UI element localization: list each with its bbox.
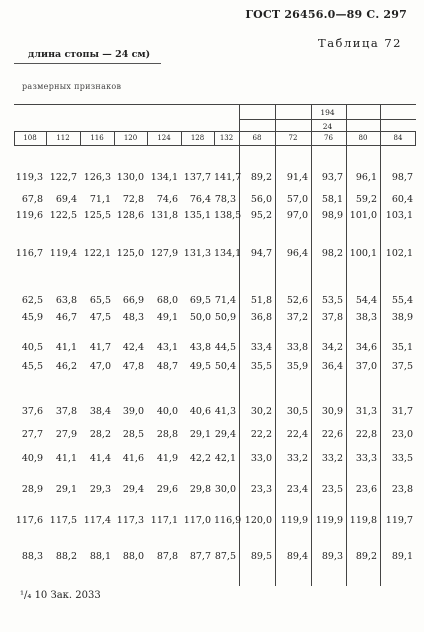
table-cell: 46,7 <box>55 312 77 323</box>
table-cell: 72,8 <box>122 194 144 205</box>
table-cell: 120,0 <box>244 515 272 526</box>
table-cell: 76,4 <box>189 194 211 205</box>
table-cell: 89,2 <box>250 172 272 183</box>
column-header: 112 <box>56 134 70 142</box>
table-cell: 44,5 <box>214 342 236 353</box>
table-cell: 47,5 <box>89 312 111 323</box>
table-cell: 88,1 <box>89 551 111 562</box>
table-cell: 33,4 <box>250 342 272 353</box>
table-cell: 89,3 <box>321 551 343 562</box>
table-row <box>14 551 416 565</box>
table-cell: 38,3 <box>355 312 377 323</box>
table-cell: 52,6 <box>286 295 308 306</box>
table-cell: 38,9 <box>391 312 413 323</box>
table-cell: 41,3 <box>214 406 236 417</box>
table-cell: 33,8 <box>286 342 308 353</box>
subgroup-header: 24 <box>322 122 333 131</box>
table-cell: 23,3 <box>250 484 272 495</box>
table-cell: 102,1 <box>385 248 413 259</box>
table-cell: 47,0 <box>89 361 111 372</box>
table-cell: 37,2 <box>286 312 308 323</box>
table-cell: 23,0 <box>391 429 413 440</box>
table-cell: 117,6 <box>15 515 43 526</box>
table-subtitle: длина стопы — 24 см) <box>28 49 151 60</box>
table-cell: 29,3 <box>89 484 111 495</box>
table-cell: 30,9 <box>321 406 343 417</box>
table-cell: 56,0 <box>250 194 272 205</box>
table-cell: 41,9 <box>156 453 178 464</box>
table-cell: 100,1 <box>349 248 377 259</box>
table-cell: 45,5 <box>21 361 43 372</box>
table-cell: 28,5 <box>122 429 144 440</box>
table-cell: 42,1 <box>214 453 236 464</box>
table-cell: 30,0 <box>214 484 236 495</box>
table-cell: 88,2 <box>55 551 77 562</box>
table-cell: 117,4 <box>83 515 111 526</box>
table-cell: 59,2 <box>355 194 377 205</box>
table-row <box>14 342 416 356</box>
table-cell: 33,2 <box>321 453 343 464</box>
table-cell: 122,1 <box>83 248 111 259</box>
table-cell: 117,1 <box>150 515 178 526</box>
table-cell: 125,0 <box>116 248 144 259</box>
table-cell: 119,6 <box>15 210 43 221</box>
table-cell: 74,6 <box>156 194 178 205</box>
table-cell: 22,4 <box>286 429 308 440</box>
table-cell: 141,7 <box>214 172 242 183</box>
table-cell: 40,9 <box>21 453 43 464</box>
table-row <box>14 248 416 262</box>
table-cell: 54,4 <box>355 295 377 306</box>
table-cell: 37,8 <box>55 406 77 417</box>
table-cell: 22,6 <box>321 429 343 440</box>
table-cell: 128,6 <box>116 210 144 221</box>
table-row <box>14 361 416 375</box>
table-cell: 55,4 <box>391 295 413 306</box>
table-cell: 41,1 <box>55 453 77 464</box>
table-cell: 34,2 <box>321 342 343 353</box>
table-cell: 50,9 <box>214 312 236 323</box>
column-header: 72 <box>288 134 298 142</box>
table-cell: 134,1 <box>150 172 178 183</box>
table-cell: 41,7 <box>89 342 111 353</box>
table-cell: 41,4 <box>89 453 111 464</box>
table-cell: 40,0 <box>156 406 178 417</box>
table-cell: 42,2 <box>189 453 211 464</box>
table-cell: 41,1 <box>55 342 77 353</box>
table-cell: 37,5 <box>391 361 413 372</box>
table-cell: 67,8 <box>21 194 43 205</box>
table-cell: 91,4 <box>286 172 308 183</box>
table-cell: 117,0 <box>183 515 211 526</box>
column-header: 108 <box>23 134 37 142</box>
table-cell: 116,9 <box>214 515 242 526</box>
table-cell: 33,5 <box>391 453 413 464</box>
column-header: 68 <box>252 134 262 142</box>
table-row <box>14 515 416 529</box>
table-cell: 36,8 <box>250 312 272 323</box>
table-cell: 89,4 <box>286 551 308 562</box>
group-header-rule <box>239 119 416 120</box>
table-cell: 35,9 <box>286 361 308 372</box>
table-cell: 89,5 <box>250 551 272 562</box>
section-label: размерных признаков <box>22 82 122 91</box>
table-cell: 51,8 <box>250 295 272 306</box>
table-cell: 126,3 <box>83 172 111 183</box>
table-cell: 69,4 <box>55 194 77 205</box>
table-cell: 87,7 <box>189 551 211 562</box>
table-cell: 101,0 <box>349 210 377 221</box>
table-cell: 23,6 <box>355 484 377 495</box>
table-cell: 96,4 <box>286 248 308 259</box>
table-cell: 29,6 <box>156 484 178 495</box>
column-header: 128 <box>190 134 205 142</box>
table-cell: 27,9 <box>55 429 77 440</box>
table-cell: 40,5 <box>21 342 43 353</box>
column-header-rule <box>14 145 416 146</box>
table-cell: 93,7 <box>321 172 343 183</box>
table-cell: 98,9 <box>321 210 343 221</box>
table-row <box>14 312 416 326</box>
table-cell: 119,7 <box>385 515 413 526</box>
table-cell: 135,1 <box>183 210 211 221</box>
table-cell: 22,8 <box>355 429 377 440</box>
table-cell: 97,0 <box>286 210 308 221</box>
table-row <box>14 429 416 443</box>
table-cell: 71,4 <box>214 295 236 306</box>
table-cell: 33,3 <box>355 453 377 464</box>
table-cell: 119,4 <box>49 248 77 259</box>
table-cell: 125,5 <box>83 210 111 221</box>
table-cell: 60,4 <box>391 194 413 205</box>
column-header: 76 <box>324 134 333 142</box>
table-cell: 122,5 <box>49 210 77 221</box>
table-cell: 40,6 <box>189 406 211 417</box>
table-cell: 50,4 <box>214 361 236 372</box>
table-cell: 29,1 <box>55 484 77 495</box>
table-row <box>14 210 416 224</box>
table-cell: 35,5 <box>250 361 272 372</box>
table-row <box>14 172 416 186</box>
column-header-row <box>14 134 416 144</box>
data-table <box>14 104 416 586</box>
table-cell: 95,2 <box>250 210 272 221</box>
table-cell: 43,8 <box>189 342 211 353</box>
table-cell: 116,7 <box>15 248 43 259</box>
table-cell: 138,5 <box>214 210 242 221</box>
table-cell: 57,0 <box>286 194 308 205</box>
table-cell: 31,3 <box>355 406 377 417</box>
page-footer: ¹/₄ 10 Зак. 2033 <box>20 590 101 601</box>
table-row <box>14 484 416 498</box>
table-row <box>14 453 416 467</box>
table-cell: 66,9 <box>122 295 144 306</box>
table-cell: 30,5 <box>286 406 308 417</box>
table-cell: 42,4 <box>122 342 144 353</box>
table-cell: 98,2 <box>321 248 343 259</box>
table-cell: 63,8 <box>55 295 77 306</box>
table-cell: 50,0 <box>189 312 211 323</box>
table-cell: 37,6 <box>21 406 43 417</box>
table-cell: 30,2 <box>250 406 272 417</box>
column-header: 80 <box>358 134 368 142</box>
table-cell: 41,6 <box>122 453 144 464</box>
table-row <box>14 295 416 309</box>
table-cell: 131,3 <box>183 248 211 259</box>
table-cell: 122,7 <box>49 172 77 183</box>
table-cell: 22,2 <box>250 429 272 440</box>
column-header: 120 <box>123 134 138 142</box>
table-cell: 48,3 <box>122 312 144 323</box>
table-row <box>14 194 416 208</box>
table-cell: 127,9 <box>150 248 178 259</box>
table-cell: 87,8 <box>156 551 178 562</box>
column-header: 84 <box>393 134 403 142</box>
column-header: 132 <box>219 134 234 142</box>
table-cell: 71,1 <box>89 194 111 205</box>
table-cell: 117,3 <box>116 515 144 526</box>
table-cell: 36,4 <box>321 361 343 372</box>
table-cell: 28,9 <box>21 484 43 495</box>
table-cell: 94,7 <box>250 248 272 259</box>
table-cell: 29,8 <box>189 484 211 495</box>
group-header: 194 <box>320 108 335 117</box>
table-cell: 29,4 <box>122 484 144 495</box>
table-cell: 45,9 <box>21 312 43 323</box>
table-cell: 130,0 <box>116 172 144 183</box>
table-cell: 119,3 <box>15 172 43 183</box>
table-cell: 53,5 <box>321 295 343 306</box>
table-cell: 119,8 <box>349 515 377 526</box>
table-cell: 33,0 <box>250 453 272 464</box>
table-cell: 28,8 <box>156 429 178 440</box>
table-cell: 37,0 <box>355 361 377 372</box>
table-cell: 43,1 <box>156 342 178 353</box>
table-cell: 103,1 <box>385 210 413 221</box>
table-cell: 38,4 <box>89 406 111 417</box>
table-cell: 23,5 <box>321 484 343 495</box>
table-cell: 89,1 <box>391 551 413 562</box>
table-cell: 137,7 <box>183 172 211 183</box>
subgroup-header-rule <box>14 131 416 132</box>
table-row <box>14 406 416 420</box>
table-title: Таблица 72 <box>318 36 402 50</box>
table-cell: 98,7 <box>391 172 413 183</box>
table-cell: 29,1 <box>189 429 211 440</box>
table-top-rule <box>14 104 416 105</box>
table-cell: 96,1 <box>355 172 377 183</box>
subtitle-rule <box>14 63 161 64</box>
table-cell: 48,7 <box>156 361 178 372</box>
table-cell: 119,9 <box>315 515 343 526</box>
table-cell: 117,5 <box>49 515 77 526</box>
table-cell: 78,3 <box>214 194 236 205</box>
table-cell: 58,1 <box>321 194 343 205</box>
column-header: 116 <box>90 134 104 142</box>
table-cell: 89,2 <box>355 551 377 562</box>
table-cell: 23,4 <box>286 484 308 495</box>
table-cell: 47,8 <box>122 361 144 372</box>
table-cell: 29,4 <box>214 429 236 440</box>
table-cell: 31,7 <box>391 406 413 417</box>
table-cell: 39,0 <box>122 406 144 417</box>
table-cell: 69,5 <box>189 295 211 306</box>
table-cell: 37,8 <box>321 312 343 323</box>
table-cell: 46,2 <box>55 361 77 372</box>
table-cell: 23,8 <box>391 484 413 495</box>
table-cell: 131,8 <box>150 210 178 221</box>
table-cell: 88,0 <box>122 551 144 562</box>
table-cell: 34,6 <box>355 342 377 353</box>
table-cell: 134,1 <box>214 248 242 259</box>
table-cell: 49,1 <box>156 312 178 323</box>
table-cell: 33,2 <box>286 453 308 464</box>
table-cell: 68,0 <box>156 295 178 306</box>
table-cell: 87,5 <box>214 551 236 562</box>
table-cell: 35,1 <box>391 342 413 353</box>
table-cell: 88,3 <box>21 551 43 562</box>
column-header: 124 <box>157 134 171 142</box>
table-cell: 27,7 <box>21 429 43 440</box>
page-header: ГОСТ 26456.0—89 С. 297 <box>245 8 407 21</box>
table-cell: 119,9 <box>280 515 308 526</box>
table-cell: 28,2 <box>89 429 111 440</box>
table-cell: 65,5 <box>89 295 111 306</box>
table-cell: 49,5 <box>189 361 211 372</box>
table-cell: 62,5 <box>21 295 43 306</box>
